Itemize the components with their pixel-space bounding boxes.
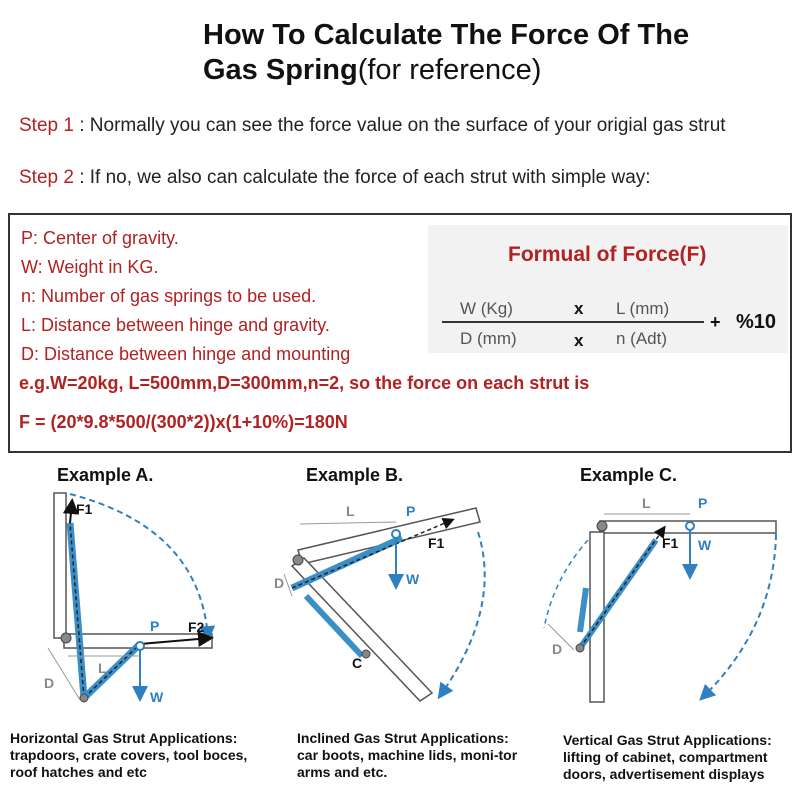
- formula-numerator-right: L (mm): [616, 299, 670, 318]
- f1-arrow: [70, 502, 72, 523]
- example-b-caption-body: car boots, machine lids, moni-tor arms and etc.: [297, 747, 518, 780]
- example-b-diagram: [262, 488, 532, 723]
- mount-point: [80, 694, 88, 702]
- hinge-point: [61, 633, 71, 643]
- swing-arc: [702, 534, 776, 698]
- folded-strut: [580, 588, 586, 632]
- title-suffix: (for reference): [357, 54, 542, 86]
- label-c: C: [352, 655, 363, 671]
- example-c-diagram: [534, 488, 796, 723]
- label-f1: F1: [76, 501, 93, 517]
- page-title: [203, 18, 783, 88]
- definition-n: n: Number of gas springs to be used.: [21, 286, 317, 306]
- example-a-diagram: [0, 488, 260, 723]
- step-2: [19, 166, 789, 189]
- label-l: L: [642, 495, 651, 511]
- example-c-caption: [563, 732, 799, 783]
- gravity-point-p: [686, 522, 694, 530]
- label-f1: F1: [428, 535, 445, 551]
- example-a-caption-body: trapdoors, crate covers, tool boces, roof hatches and etc: [10, 747, 248, 780]
- example-b-caption-head: Inclined Gas Strut Applications:: [297, 730, 509, 746]
- step-1: [19, 114, 789, 137]
- label-l: L: [98, 660, 107, 676]
- mount-point-c: [362, 650, 370, 658]
- formula-numerator-op: x: [574, 299, 584, 318]
- hinge-point: [293, 555, 303, 565]
- hinge-point: [597, 521, 607, 531]
- step-1-sep: :: [73, 115, 90, 136]
- example-c-caption-head: Vertical Gas Strut Applications:: [563, 732, 772, 748]
- example-text: e.g.W=20kg, L=500mm,D=300mm,n=2, so the force on each strut is: [19, 373, 590, 393]
- formula-denominator-right: n (Adt): [616, 329, 668, 348]
- definition-w: W: Weight in KG.: [21, 257, 159, 277]
- label-d: D: [274, 575, 285, 591]
- example-b-caption: [297, 730, 537, 781]
- label-w: W: [698, 537, 712, 553]
- title-line-1: How To Calculate The Force Of The: [203, 19, 690, 51]
- dimension-l: [300, 522, 396, 524]
- gravity-point-p: [136, 642, 144, 650]
- title-line-2: [203, 53, 783, 88]
- formula-denominator-left: D (mm): [460, 329, 517, 348]
- gravity-point-p: [392, 530, 400, 538]
- example-a-title: Example A.: [57, 465, 154, 485]
- label-d: D: [552, 641, 563, 657]
- step-1-text: Normally you can see the force value on the surface of your origial gas strut: [89, 115, 726, 136]
- mount-point: [576, 644, 584, 652]
- example-a-caption-head: Horizontal Gas Strut Applications:: [10, 730, 238, 746]
- label-l: L: [346, 503, 355, 519]
- formula-percent: %10: [736, 311, 777, 333]
- formula-fraction-bar: [442, 321, 704, 323]
- formula-plus: +: [710, 312, 721, 332]
- title-bold: Gas Spring: [203, 54, 358, 86]
- label-p: P: [150, 618, 160, 634]
- step-1-key: Step 1: [19, 115, 74, 136]
- step-2-key: Step 2: [19, 167, 74, 188]
- example-c-title: Example C.: [580, 465, 678, 485]
- example-a-caption: [10, 730, 272, 781]
- inclined-lid: [298, 508, 480, 564]
- step-2-text: If no, we also can calculate the force of each strut with simple way:: [89, 167, 651, 188]
- label-d: D: [44, 675, 55, 691]
- example-b-title: Example B.: [306, 465, 404, 485]
- example-c-caption-body: lifting of cabinet, compartment doors, advertisement displays: [563, 749, 768, 782]
- formula-box: [8, 213, 792, 453]
- label-w: W: [150, 689, 164, 705]
- vertical-lid: [54, 493, 66, 638]
- swing-arc: [440, 532, 485, 696]
- definition-p: P: Center of gravity.: [21, 228, 179, 248]
- formula-denominator-op: x: [574, 331, 584, 350]
- definition-d: D: Distance between hinge and mounting: [21, 344, 351, 364]
- formula-title: Formual of Force(F): [508, 243, 707, 266]
- step-2-sep: :: [73, 167, 90, 188]
- label-f1: F1: [662, 535, 679, 551]
- label-f2: F2: [188, 619, 205, 635]
- formula-panel: [428, 225, 788, 353]
- definition-l: L: Distance between hinge and gravity.: [21, 315, 330, 335]
- example-result: F = (20*9.8*500/(300*2))x(1+10%)=180N: [19, 412, 348, 432]
- label-p: P: [698, 495, 708, 511]
- formula-numerator-left: W (Kg): [460, 299, 513, 318]
- label-w: W: [406, 571, 420, 587]
- label-p: P: [406, 503, 416, 519]
